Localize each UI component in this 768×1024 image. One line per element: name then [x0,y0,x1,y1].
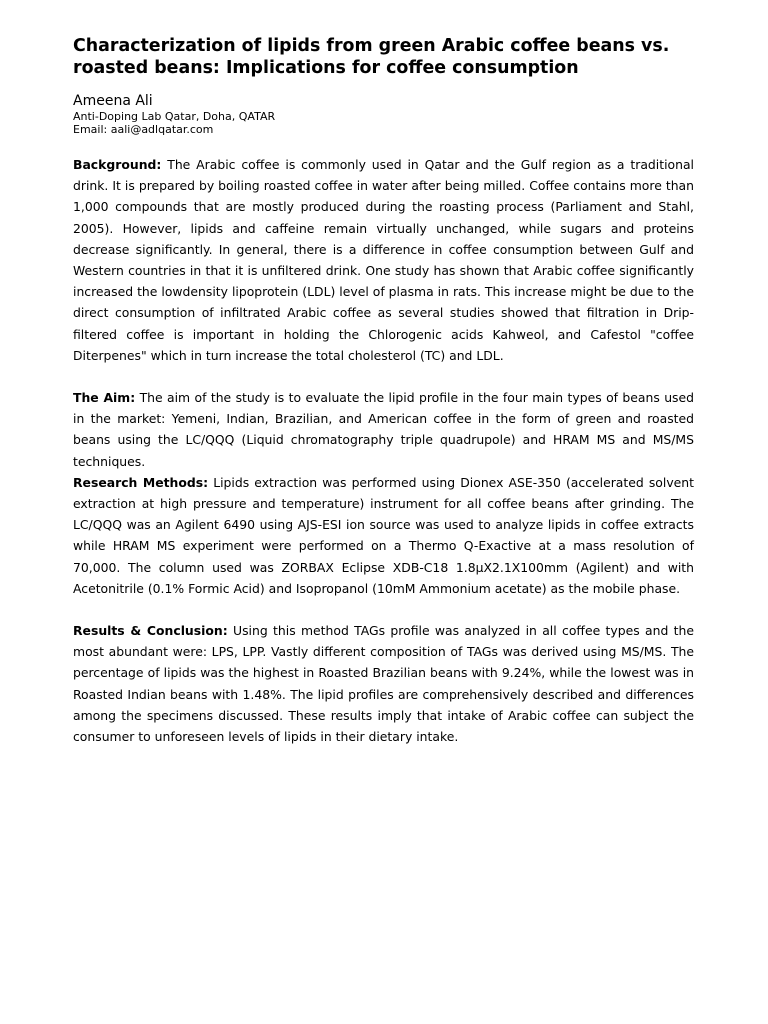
aim-text: The aim of the study is to evaluate the lipid profile in the four main types of beans used in the market: Yemeni, Indian, Brazilian, and American coffee in the form of green and roasted beans using the LC/QQQ (Liquid chromatography triple quadrupole) and HRAM MS and MS/MS techniques. [73,390,694,469]
methods-heading: Research Methods: [73,474,209,490]
aim-section [73,387,694,472]
author-affiliation: Anti-Doping Lab Qatar, Doha, QATAR [73,110,276,123]
methods-text: Lipids extraction was performed using Dionex ASE-350 (accelerated solvent extraction at high pressure and temperature) instrument for all coffee beans after grinding. The LC/QQQ was an Agilent 6490 using AJS-ESI ion source was used to analyze lipids in coffee extracts while HRAM MS experiment were performed on a Thermo Q-Exactive at a mass resolution of 70,000. The column used was ZORBAX Eclipse XDB-C18 1.8µX2.1X100mm (Agilent) and with Acetonitrile (0.1% Formic Acid) and Isopropanol (10mM Ammonium acetate) as the mobile phase. [73,474,694,596]
methods-section [73,472,694,599]
background-text: The Arabic coffee is commonly used in Qatar and the Gulf region as a traditional drink. It is prepared by boiling roasted coffee in water after being milled. Coffee contains more than 1,000 compounds that are mostly produced during the roasting process (Parliament and Stahl, 2005). However, lipids and caffeine remain virtually unchanged, while sugars and proteins decrease significantly. In general, there is a difference in coffee consumption between Gulf and Western countries in that it is unfiltered drink. One study has shown that Arabic coffee significantly increased the lowdensity lipoprotein (LDL) level of plasma in rats. This increase might be due to the direct consumption of infiltrated Arabic coffee as several studies showed that filtration in Drip-filtered coffee is important in holding the Chlorogenic acids Kahweol, and Cafestol "coffee Diterpenes" which in turn increase the total cholesterol (TC) and LDL. [73,157,694,363]
results-heading: Results & Conclusion: [73,623,228,639]
author-email: Email: aali@adlqatar.com [73,123,214,136]
results-text: Using this method TAGs profile was analyzed in all coffee types and the most abundant were: LPS, LPP. Vastly different composition of TAGs was derived using MS/MS. The percentage of lipids was the highest in Roasted Brazilian beans with 9.24%, while the lowest was in Roasted Indian beans with 1.48%. The lipid profiles are comprehensively described and differences among the specimens discussed. These results imply that intake of Arabic coffee can subject the consumer to unforeseen levels of lipids in their dietary intake. [73,623,694,745]
document-page [73,36,694,747]
results-section [73,620,694,747]
paper-title: Characterization of lipids from green Arabic coffee beans vs. roasted beans: Implications for coffee consumption [73,36,670,78]
background-section [73,154,694,366]
author-name: Ameena Ali [73,93,153,109]
aim-heading: The Aim: [73,390,136,406]
background-heading: Background: [73,157,162,172]
